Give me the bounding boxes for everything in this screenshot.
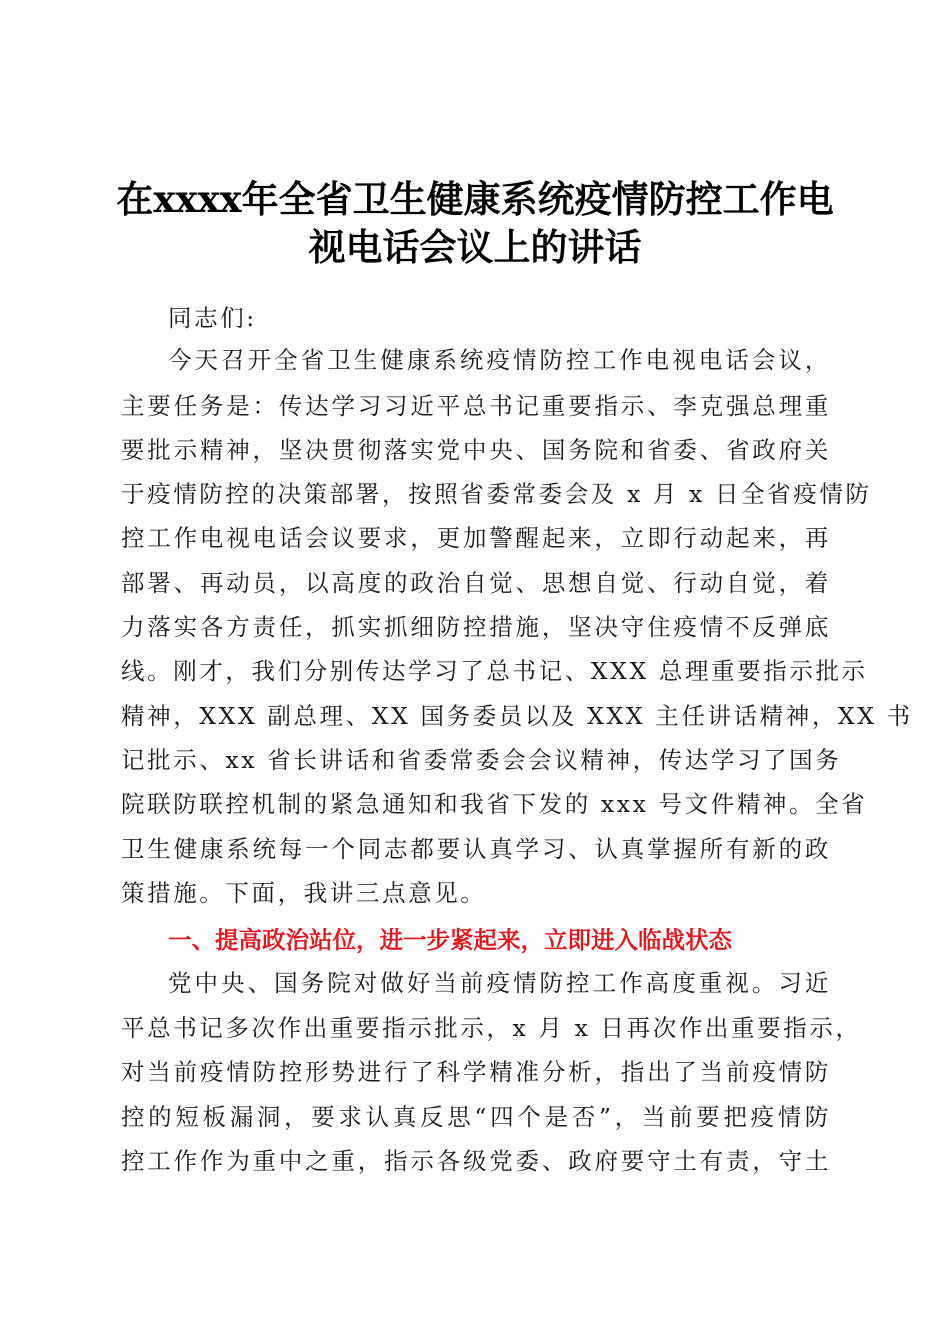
salutation: 同志们: [168,304,257,332]
paragraph-2-line: 党中央、国务院对做好当前疫情防控工作高度重视。习近 [168,969,831,997]
paragraph-1-line: 记批示、xx 省长讲话和省委常委会会议精神，传达学习了国务 [121,746,842,774]
paragraph-1-line: 精神，XXX 副总理、XX 国务委员以及 XXX 主任讲话精神，XX 书 [121,702,913,730]
paragraph-1-line: 院联防联控机制的紧急通知和我省下发的 xxx 号文件精神。全省 [121,790,868,818]
paragraph-1-line: 线。刚才，我们分别传达学习了总书记、XXX 总理重要指示批示 [121,657,868,685]
paragraph-1-line: 控工作电视电话会议要求，更加警醒起来，立即行动起来，再 [121,524,831,552]
paragraph-1-line: 今天召开全省卫生健康系统疫情防控工作电视电话会议， [168,346,831,374]
paragraph-1-line: 策措施。下面，我讲三点意见。 [121,879,487,907]
document-title-line-2: 视电话会议上的讲话 [308,225,642,269]
paragraph-1-line: 部署、再动员，以高度的政治自觉、思想自觉、行动自觉，着 [121,569,831,597]
paragraph-2-line: 对当前疫情防控形势进行了科学精准分析，指出了当前疫情防 [121,1058,831,1086]
paragraph-1-line: 主要任务是：传达学习习近平总书记重要指示、李克强总理重 [121,392,831,420]
paragraph-1-line: 于疫情防控的决策部署，按照省委常委会及 x 月 x 日全省疫情防 [121,480,872,508]
paragraph-2-line: 控工作作为重中之重，指示各级党委、政府要守土有责，守土 [121,1147,831,1175]
section-heading-1: 一、提高政治站位，进一步紧起来，立即进入临战状态 [168,926,732,954]
paragraph-2-line: 平总书记多次作出重要指示批示，x 月 x 日再次作出重要指示， [121,1014,862,1042]
paragraph-1-line: 力落实各方责任，抓实抓细防控措施，坚决守住疫情不反弹底 [121,613,831,641]
paragraph-1-line: 要批示精神，坚决贯彻落实党中央、国务院和省委、省政府关 [121,436,831,464]
document-title-line-1: 在xxxx年全省卫生健康系统疫情防控工作电 [116,177,834,221]
paragraph-1-line: 卫生健康系统每一个同志都要认真学习、认真掌握所有新的政 [121,835,831,863]
paragraph-2-line: 控的短板漏洞，要求认真反思“四个是否”，当前要把疫情防 [121,1103,831,1131]
